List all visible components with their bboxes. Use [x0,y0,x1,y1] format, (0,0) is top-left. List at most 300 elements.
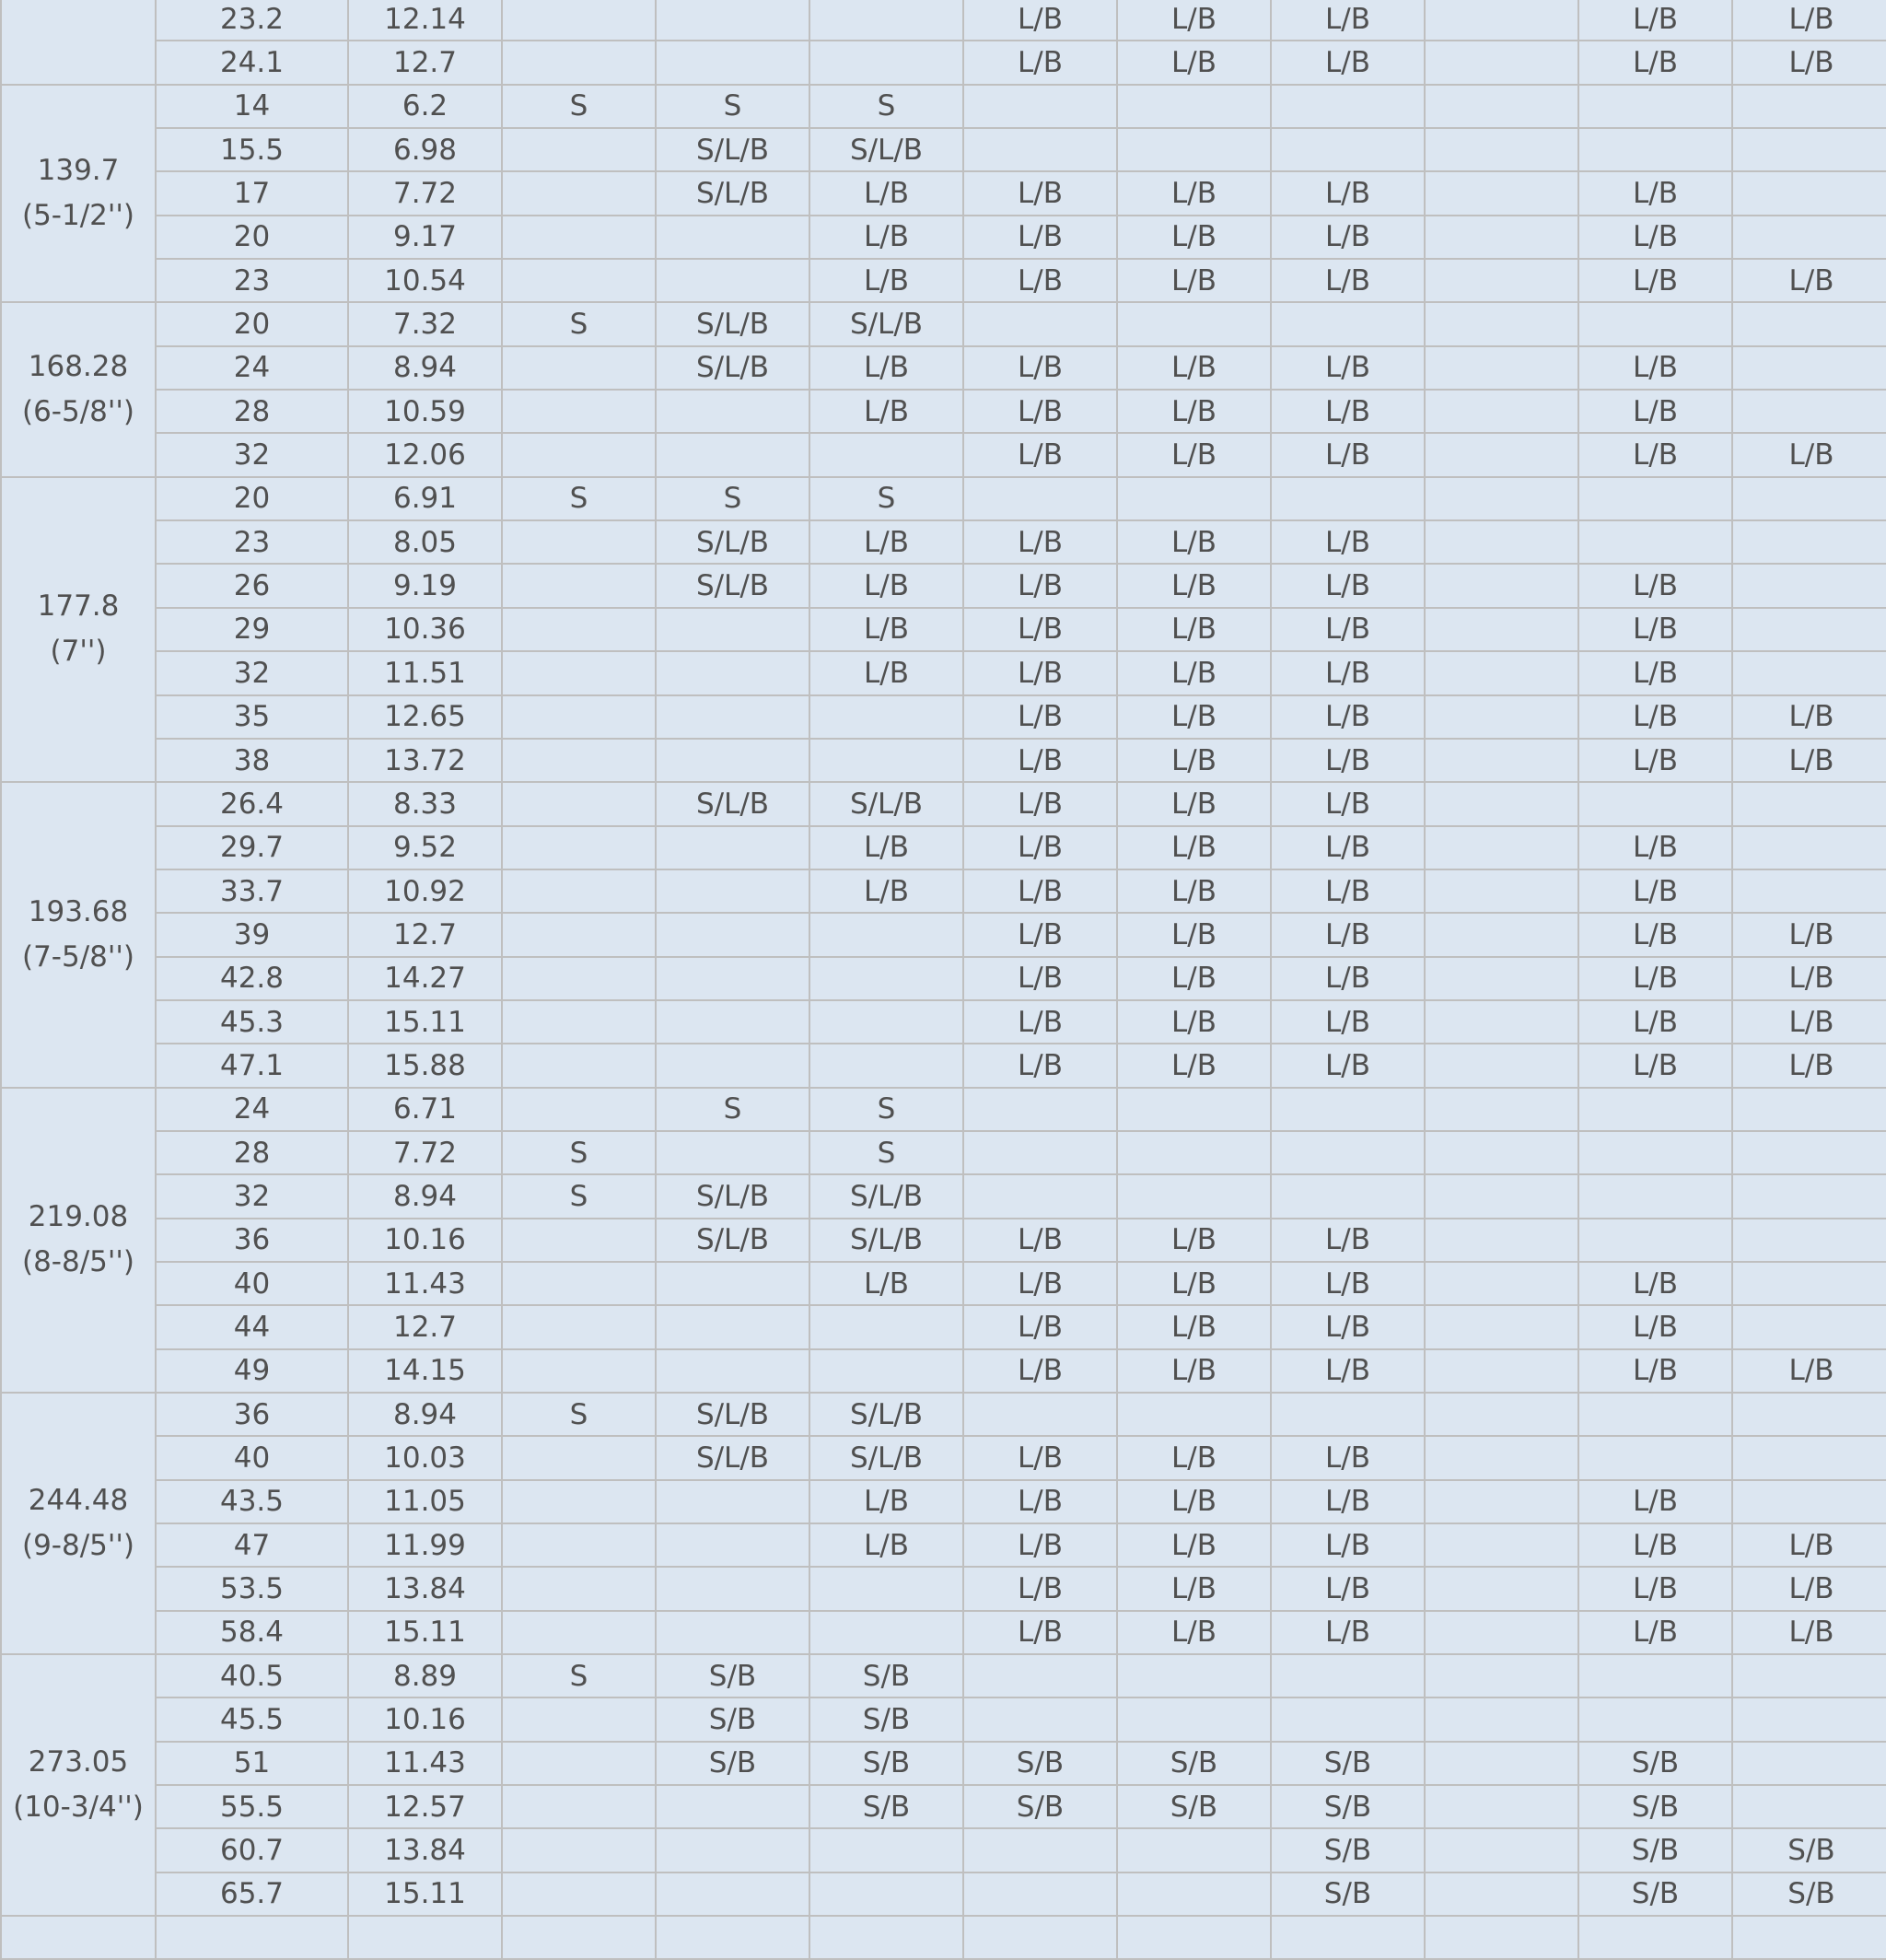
grade-cell [502,1305,656,1348]
grade-cell [656,433,809,476]
weight-cell: 32 [156,1174,348,1218]
grade-cell [1271,1698,1425,1741]
weight-cell: 42.8 [156,957,348,1000]
grade-cell [1578,1698,1732,1741]
grade-cell [1271,128,1425,171]
pipe-size-inch: (5-1/2'') [21,199,135,233]
table-row [1,171,1886,215]
weight-cell: 60.7 [156,1828,348,1872]
grade-cell [1271,1174,1425,1218]
grade-cell: L/B [963,957,1117,1000]
grade-cell [502,782,656,825]
grade-cell [809,1349,963,1393]
grade-cell [963,1828,1117,1872]
grade-cell: L/B [1271,0,1425,41]
grade-cell: L/B [1578,1567,1732,1610]
grade-cell: S [502,477,656,520]
grade-cell: L/B [1271,1219,1425,1262]
grade-cell: L/B [809,1480,963,1523]
wall-thickness-cell: 8.94 [348,1174,502,1218]
table-row [1,1044,1886,1087]
weight-cell: 39 [156,913,348,956]
grade-cell [1732,1916,1886,1959]
grade-cell: S/L/B [809,1174,963,1218]
grade-cell [1117,85,1271,128]
grade-cell [1578,1436,1732,1479]
grade-cell: L/B [809,1262,963,1305]
grade-cell: L/B [1271,41,1425,84]
grade-cell: L/B [963,739,1117,782]
table-row [1,259,1886,302]
grade-cell: L/B [1578,171,1732,215]
grade-cell [1578,1174,1732,1218]
grade-cell [1732,1698,1886,1741]
grade-cell [502,739,656,782]
grade-cell [809,1611,963,1654]
grade-cell: L/B [1578,1000,1732,1044]
grade-cell [1732,1088,1886,1131]
grade-cell [502,1742,656,1785]
grade-cell: S [656,1088,809,1131]
grade-cell: L/B [1117,259,1271,302]
grade-cell: S/B [1271,1872,1425,1916]
grade-cell [656,0,809,41]
pipe-size-cell [1,1654,156,1916]
grade-cell: L/B [1271,390,1425,433]
weight-cell: 40 [156,1262,348,1305]
grade-cell: L/B [1578,957,1732,1000]
grade-cell: S/L/B [809,782,963,825]
grade-cell: L/B [1117,1305,1271,1348]
grade-cell [656,1131,809,1174]
grade-cell: L/B [963,608,1117,651]
grade-cell: L/B [1732,259,1886,302]
table-row [1,651,1886,694]
grade-cell [1732,782,1886,825]
grade-cell [502,1044,656,1087]
grade-cell: L/B [1271,695,1425,739]
grade-cell [1578,85,1732,128]
grade-cell: S/B [963,1785,1117,1828]
table-row [1,1436,1886,1479]
grade-cell [1117,128,1271,171]
grade-cell [1578,1654,1732,1698]
table-row [1,1219,1886,1262]
grade-cell: S/B [963,1742,1117,1785]
grade-cell [502,171,656,215]
table-row [1,739,1886,782]
grade-cell: L/B [963,1219,1117,1262]
grade-cell: S/L/B [809,1219,963,1262]
grade-cell [656,608,809,651]
grade-cell [1425,564,1578,607]
grade-cell: L/B [1117,0,1271,41]
grade-cell: L/B [809,651,963,694]
grade-cell: L/B [809,564,963,607]
grade-cell [1117,1088,1271,1131]
grade-cell: S/L/B [656,1219,809,1262]
grade-cell [656,695,809,739]
grade-cell [1117,1872,1271,1916]
grade-cell [1271,302,1425,345]
weight-cell: 32 [156,433,348,476]
grade-cell: L/B [1578,433,1732,476]
grade-cell: S [809,477,963,520]
weight-cell: 20 [156,302,348,345]
weight-cell: 45.5 [156,1698,348,1741]
table-row [1,1088,1886,1131]
grade-cell [1117,1698,1271,1741]
wall-thickness-cell [348,1916,502,1959]
grade-cell: L/B [1271,564,1425,607]
grade-cell: S/B [1732,1828,1886,1872]
grade-cell: L/B [1271,651,1425,694]
weight-cell: 51 [156,1742,348,1785]
table-row [1,1828,1886,1872]
grade-cell: S/B [1578,1872,1732,1916]
weight-cell: 28 [156,390,348,433]
grade-cell: S/B [1117,1742,1271,1785]
grade-cell: S [502,85,656,128]
pipe-size-inch: (6-5/8'') [21,395,135,429]
grade-cell: L/B [1117,826,1271,869]
table-row [1,1174,1886,1218]
grade-cell: L/B [1117,957,1271,1000]
wall-thickness-cell: 9.17 [348,216,502,259]
grade-cell: L/B [809,171,963,215]
grade-cell [502,1785,656,1828]
grade-cell: L/B [963,913,1117,956]
weight-cell: 20 [156,216,348,259]
grade-cell [1425,1131,1578,1174]
table-row [1,1349,1886,1393]
grade-cell: S/B [1578,1785,1732,1828]
wall-thickness-cell: 10.16 [348,1698,502,1741]
grade-cell: L/B [963,1611,1117,1654]
wall-thickness-cell: 11.05 [348,1480,502,1523]
grade-cell [1425,128,1578,171]
grade-cell [809,695,963,739]
grade-cell [1425,1698,1578,1741]
weight-cell: 24.1 [156,41,348,84]
grade-cell: L/B [963,869,1117,913]
weight-cell: 58.4 [156,1611,348,1654]
weight-cell: 32 [156,651,348,694]
grade-cell: L/B [1271,259,1425,302]
grade-cell: L/B [1271,739,1425,782]
grade-cell [1732,1393,1886,1436]
grade-cell [1425,695,1578,739]
wall-thickness-cell: 9.52 [348,826,502,869]
wall-thickness-cell: 12.7 [348,1305,502,1348]
grade-cell [502,608,656,651]
grade-cell: S [656,477,809,520]
grade-cell [502,41,656,84]
grade-cell [1425,1916,1578,1959]
wall-thickness-cell: 11.99 [348,1523,502,1567]
grade-cell [1425,739,1578,782]
grade-cell: S/B [656,1698,809,1741]
pipe-size-mm: 139.7 [37,154,120,188]
grade-cell [656,1000,809,1044]
grade-cell: L/B [1732,913,1886,956]
grade-cell [1425,1436,1578,1479]
grade-cell: L/B [963,433,1117,476]
grade-cell [502,1219,656,1262]
weight-cell: 43.5 [156,1480,348,1523]
grade-cell [1271,1654,1425,1698]
grade-cell [656,739,809,782]
pipe-size-inch: (8-8/5'') [21,1245,135,1279]
grade-cell: L/B [1271,1436,1425,1479]
grade-cell [502,564,656,607]
weight-cell: 40 [156,1436,348,1479]
weight-cell: 29 [156,608,348,651]
grade-cell: L/B [1271,1523,1425,1567]
grade-cell [1425,216,1578,259]
grade-cell: S/L/B [809,302,963,345]
grade-cell: L/B [1271,1611,1425,1654]
grade-cell [1425,608,1578,651]
table-row [1,957,1886,1000]
table-row [1,782,1886,825]
grade-cell: L/B [963,695,1117,739]
grade-cell: S/L/B [656,346,809,390]
grade-cell [809,1828,963,1872]
grade-cell: L/B [963,41,1117,84]
grade-cell [1578,477,1732,520]
weight-cell: 53.5 [156,1567,348,1610]
grade-cell: L/B [963,1044,1117,1087]
pipe-size-mm: 168.28 [28,350,129,384]
table-body [1,0,1886,1959]
grade-cell: L/B [963,1305,1117,1348]
wall-thickness-cell: 10.92 [348,869,502,913]
wall-thickness-cell: 13.72 [348,739,502,782]
grade-cell [1732,520,1886,564]
grade-cell: L/B [1732,1000,1886,1044]
grade-cell: L/B [1271,1567,1425,1610]
grade-cell [1117,1828,1271,1872]
grade-cell [656,1305,809,1348]
grade-cell: L/B [1117,390,1271,433]
grade-cell: S/B [809,1654,963,1698]
grade-cell: L/B [1117,216,1271,259]
pipe-size-mm: 244.48 [28,1484,129,1518]
grade-cell: S/L/B [656,1174,809,1218]
wall-thickness-cell: 10.36 [348,608,502,651]
grade-cell [1732,216,1886,259]
grade-cell [809,433,963,476]
grade-cell: L/B [1578,41,1732,84]
grade-cell [656,1480,809,1523]
grade-cell: S/L/B [656,520,809,564]
grade-cell: L/B [1732,1567,1886,1610]
grade-cell: L/B [1578,216,1732,259]
grade-cell [656,869,809,913]
grade-cell: L/B [1271,216,1425,259]
table-row [1,1131,1886,1174]
grade-cell [656,1044,809,1087]
grade-cell [1732,346,1886,390]
grade-cell [963,477,1117,520]
grade-cell: L/B [1117,1219,1271,1262]
grade-cell: L/B [1271,1262,1425,1305]
wall-thickness-cell: 10.54 [348,259,502,302]
grade-cell: L/B [963,1480,1117,1523]
grade-cell: L/B [1117,1262,1271,1305]
grade-cell [1732,1305,1886,1348]
grade-cell: L/B [809,390,963,433]
grade-cell [1732,651,1886,694]
pipe-size-cell [1,1916,156,1959]
table-row [1,433,1886,476]
grade-cell: S/L/B [809,1436,963,1479]
grade-cell: L/B [809,608,963,651]
table-row [1,0,1886,41]
grade-cell: L/B [1578,739,1732,782]
grade-cell: S/L/B [656,1393,809,1436]
grade-cell: L/B [1578,0,1732,41]
grade-cell: S/B [656,1654,809,1698]
wall-thickness-cell: 8.94 [348,346,502,390]
grade-cell: L/B [963,390,1117,433]
grade-cell [656,1785,809,1828]
grade-cell [502,1262,656,1305]
grade-cell: L/B [809,1523,963,1567]
grade-cell: L/B [1117,1567,1271,1610]
pipe-size-cell [1,85,156,303]
grade-cell [502,520,656,564]
pipe-size-inch: (7'') [50,635,107,669]
grade-cell [656,826,809,869]
wall-thickness-cell: 10.59 [348,390,502,433]
grade-cell [502,1480,656,1523]
pipe-size-inch: (9-8/5'') [21,1529,135,1563]
grade-cell [809,957,963,1000]
grade-cell: L/B [963,259,1117,302]
grade-cell [1117,1131,1271,1174]
grade-cell [1425,1349,1578,1393]
grade-cell: S/B [809,1698,963,1741]
grade-cell [963,1174,1117,1218]
grade-cell: S [809,85,963,128]
grade-cell [963,1654,1117,1698]
grade-cell [656,390,809,433]
grade-cell [656,913,809,956]
grade-cell: L/B [1271,1305,1425,1348]
weight-cell: 17 [156,171,348,215]
table-row [1,826,1886,869]
grade-cell: L/B [1732,1611,1886,1654]
grade-cell [1425,651,1578,694]
grade-cell: L/B [1271,1349,1425,1393]
weight-cell: 28 [156,1131,348,1174]
grade-cell [1425,1393,1578,1436]
table-row [1,85,1886,128]
weight-cell: 26 [156,564,348,607]
grade-cell [1732,1219,1886,1262]
grade-cell: L/B [1117,346,1271,390]
weight-cell: 24 [156,1088,348,1131]
wall-thickness-cell: 11.43 [348,1742,502,1785]
weight-cell: 29.7 [156,826,348,869]
grade-cell [1425,302,1578,345]
grade-cell [1271,1393,1425,1436]
grade-cell [502,1828,656,1872]
grade-cell: L/B [809,826,963,869]
pipe-size-cell [1,1088,156,1393]
grade-cell: L/B [1117,564,1271,607]
grade-cell: L/B [1117,1044,1271,1087]
grade-cell [1425,390,1578,433]
table-row [1,216,1886,259]
wall-thickness-cell: 12.65 [348,695,502,739]
grade-cell [1425,1523,1578,1567]
grade-cell [1425,1088,1578,1131]
grade-cell: S [502,1131,656,1174]
wall-thickness-cell: 10.03 [348,1436,502,1479]
grade-cell: L/B [1271,782,1425,825]
grade-cell: L/B [1578,1480,1732,1523]
grade-cell [809,739,963,782]
grade-cell [963,1088,1117,1131]
table-row [1,1742,1886,1785]
grade-cell: L/B [1271,913,1425,956]
grade-cell: L/B [1117,739,1271,782]
grade-cell: L/B [809,346,963,390]
grade-cell [1732,1174,1886,1218]
grade-cell: S [809,1131,963,1174]
weight-cell: 44 [156,1305,348,1348]
pipe-size-mm: 177.8 [37,589,120,624]
grade-cell [1732,1480,1886,1523]
grade-cell [1425,1567,1578,1610]
wall-thickness-cell: 7.72 [348,1131,502,1174]
grade-cell [502,346,656,390]
grade-cell [1117,302,1271,345]
grade-cell: L/B [1732,695,1886,739]
table-row [1,1305,1886,1348]
weight-cell: 14 [156,85,348,128]
grade-cell [502,1611,656,1654]
grade-cell [502,128,656,171]
weight-cell: 38 [156,739,348,782]
weight-cell: 35 [156,695,348,739]
weight-cell: 36 [156,1393,348,1436]
grade-cell: L/B [1732,0,1886,41]
grade-cell: S/B [1271,1742,1425,1785]
grade-cell [1732,85,1886,128]
table-row [1,477,1886,520]
grade-cell: S/B [656,1742,809,1785]
grade-cell: L/B [1578,259,1732,302]
grade-cell: S/B [1271,1785,1425,1828]
table-row [1,346,1886,390]
table-row [1,1393,1886,1436]
table-row [1,1916,1886,1959]
table-row [1,302,1886,345]
grade-cell: L/B [1271,171,1425,215]
grade-cell: L/B [1578,1523,1732,1567]
grade-cell [502,913,656,956]
grade-cell [1732,1436,1886,1479]
grade-cell [1732,564,1886,607]
wall-thickness-cell: 8.89 [348,1654,502,1698]
grade-cell: S [809,1088,963,1131]
grade-cell [809,1044,963,1087]
grade-cell: L/B [1117,913,1271,956]
